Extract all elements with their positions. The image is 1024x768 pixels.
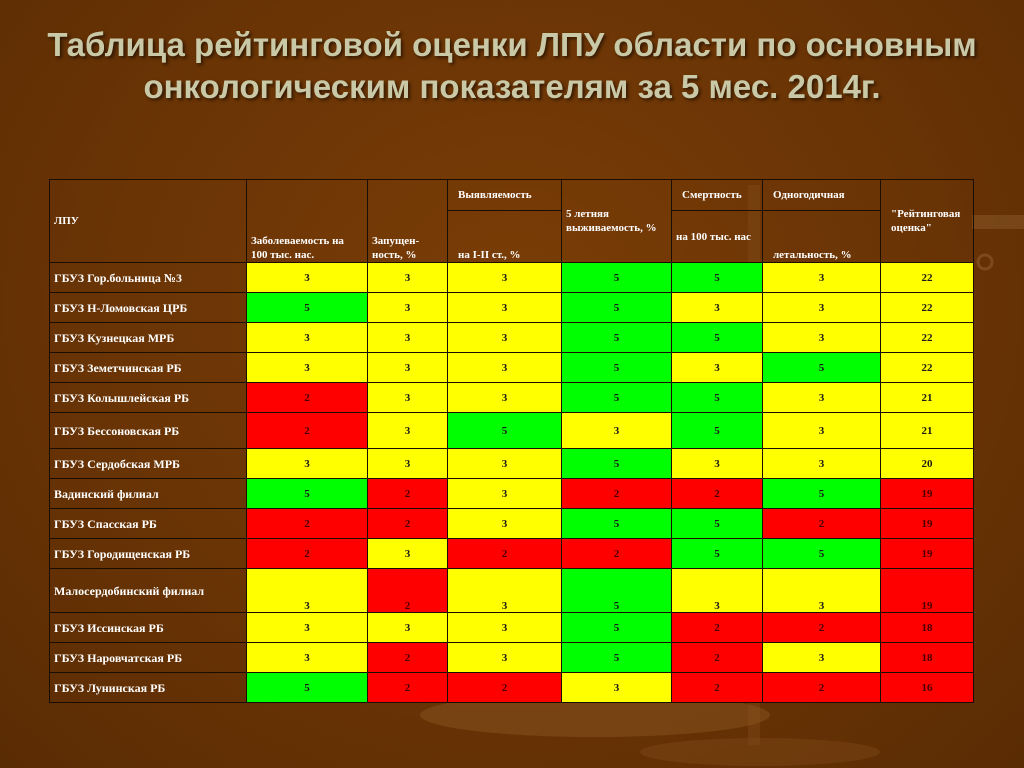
score-cell: 2 — [672, 613, 763, 643]
score-cell: 3 — [763, 323, 881, 353]
lpu-name-cell: ГБУЗ Спасская РБ — [50, 509, 247, 539]
score-cell: 3 — [247, 323, 368, 353]
score-cell: 3 — [448, 383, 562, 413]
score-cell: 5 — [562, 509, 672, 539]
table-row — [50, 323, 974, 353]
score-cell: 2 — [562, 539, 672, 569]
score-cell: 5 — [672, 413, 763, 449]
header-lethality-group: Одногодичная — [763, 180, 881, 211]
table-row — [50, 449, 974, 479]
scales-ring — [978, 255, 992, 269]
scales-base — [640, 738, 880, 766]
rating-score-cell: 21 — [881, 383, 974, 413]
score-cell: 3 — [448, 353, 562, 383]
score-cell: 5 — [247, 479, 368, 509]
score-cell: 5 — [672, 509, 763, 539]
score-cell: 3 — [448, 509, 562, 539]
score-cell: 3 — [368, 539, 448, 569]
table-row — [50, 643, 974, 673]
score-cell: 5 — [562, 323, 672, 353]
score-cell: 3 — [247, 613, 368, 643]
rating-score-cell: 22 — [881, 263, 974, 293]
header-incidence: Заболеваемость на 100 тыс. нас. — [247, 180, 368, 263]
score-cell: 3 — [247, 353, 368, 383]
lpu-name-cell: ГБУЗ Кузнецкая МРБ — [50, 323, 247, 353]
header-rating: "Рейтинговая оценка" — [881, 180, 974, 263]
score-cell: 3 — [448, 569, 562, 613]
score-cell: 3 — [448, 643, 562, 673]
score-cell: 3 — [247, 449, 368, 479]
score-cell: 3 — [763, 643, 881, 673]
rating-score-cell: 16 — [881, 673, 974, 703]
lpu-name-cell: ГБУЗ Городищенская РБ — [50, 539, 247, 569]
lpu-name-cell: ГБУЗ Н-Ломовская ЦРБ — [50, 293, 247, 323]
table-row — [50, 509, 974, 539]
lpu-name-cell: ГБУЗ Иссинская РБ — [50, 613, 247, 643]
rating-score-cell: 19 — [881, 539, 974, 569]
page-title — [0, 24, 1024, 108]
score-cell: 2 — [763, 673, 881, 703]
lpu-name-cell: Малосердобинский филиал — [50, 569, 247, 613]
rating-score-cell: 19 — [881, 479, 974, 509]
score-cell: 3 — [672, 293, 763, 323]
score-cell: 2 — [247, 539, 368, 569]
header-survival: 5 летняя выживаемость, % — [562, 180, 672, 263]
score-cell: 2 — [448, 539, 562, 569]
score-cell: 3 — [672, 569, 763, 613]
score-cell: 3 — [672, 449, 763, 479]
score-cell: 2 — [368, 569, 448, 613]
score-cell: 2 — [368, 643, 448, 673]
lpu-name-cell: ГБУЗ Лунинская РБ — [50, 673, 247, 703]
score-cell: 5 — [672, 383, 763, 413]
rating-score-cell: 22 — [881, 323, 974, 353]
score-cell: 5 — [562, 353, 672, 383]
header-detect-sub: на I-II ст., % — [448, 211, 562, 263]
lpu-name-cell: ГБУЗ Колышлейская РБ — [50, 383, 247, 413]
score-cell: 3 — [763, 293, 881, 323]
score-cell: 5 — [672, 263, 763, 293]
lpu-name-cell: ГБУЗ Земетчинская РБ — [50, 353, 247, 383]
score-cell: 2 — [368, 509, 448, 539]
score-cell: 3 — [368, 323, 448, 353]
score-cell: 5 — [448, 413, 562, 449]
table-row — [50, 479, 974, 509]
score-cell: 5 — [763, 539, 881, 569]
score-cell: 5 — [672, 539, 763, 569]
table-row — [50, 353, 974, 383]
table-row — [50, 539, 974, 569]
score-cell: 3 — [763, 569, 881, 613]
score-cell: 5 — [562, 569, 672, 613]
score-cell: 3 — [368, 353, 448, 383]
rating-score-cell: 19 — [881, 509, 974, 539]
score-cell: 5 — [763, 479, 881, 509]
score-cell: 3 — [247, 569, 368, 613]
score-cell: 3 — [763, 413, 881, 449]
title-line-2: онкологическим показателям за 5 мес. 2014г. — [143, 68, 881, 105]
score-cell: 2 — [763, 509, 881, 539]
score-cell: 5 — [562, 383, 672, 413]
score-cell: 3 — [448, 479, 562, 509]
score-cell: 5 — [562, 293, 672, 323]
rating-score-cell: 21 — [881, 413, 974, 449]
rating-table — [49, 179, 974, 703]
table-header — [50, 180, 974, 263]
score-cell: 3 — [368, 293, 448, 323]
score-cell: 2 — [247, 383, 368, 413]
score-cell: 3 — [247, 643, 368, 673]
score-cell: 2 — [672, 673, 763, 703]
score-cell: 3 — [448, 323, 562, 353]
header-mortality-group: Смертность — [672, 180, 763, 211]
score-cell: 3 — [763, 449, 881, 479]
score-cell: 2 — [672, 643, 763, 673]
score-cell: 3 — [448, 263, 562, 293]
table-row — [50, 569, 974, 613]
score-cell: 5 — [763, 353, 881, 383]
scales-arm — [972, 215, 1024, 229]
score-cell: 2 — [763, 613, 881, 643]
score-cell: 5 — [562, 613, 672, 643]
score-cell: 5 — [562, 449, 672, 479]
lpu-name-cell: ГБУЗ Гор.больница №3 — [50, 263, 247, 293]
table-row — [50, 673, 974, 703]
rating-score-cell: 22 — [881, 353, 974, 383]
score-cell: 2 — [368, 479, 448, 509]
rating-score-cell: 22 — [881, 293, 974, 323]
score-cell: 5 — [562, 643, 672, 673]
table-body — [50, 263, 974, 703]
score-cell: 3 — [562, 673, 672, 703]
score-cell: 3 — [763, 383, 881, 413]
score-cell: 2 — [368, 673, 448, 703]
table-row — [50, 413, 974, 449]
score-cell: 3 — [368, 383, 448, 413]
header-detect-group: Выявляемость — [448, 180, 562, 211]
rating-score-cell: 19 — [881, 569, 974, 613]
score-cell: 5 — [672, 323, 763, 353]
score-cell: 3 — [672, 353, 763, 383]
header-lethality-sub: летальность, % — [763, 211, 881, 263]
lpu-name-cell: Вадинский филиал — [50, 479, 247, 509]
score-cell: 2 — [247, 413, 368, 449]
score-cell: 3 — [368, 413, 448, 449]
score-cell: 3 — [368, 613, 448, 643]
score-cell: 2 — [448, 673, 562, 703]
rating-score-cell: 18 — [881, 613, 974, 643]
table-row — [50, 383, 974, 413]
score-cell: 3 — [562, 413, 672, 449]
rating-score-cell: 20 — [881, 449, 974, 479]
lpu-name-cell: ГБУЗ Бессоновская РБ — [50, 413, 247, 449]
score-cell: 3 — [247, 263, 368, 293]
score-cell: 5 — [247, 293, 368, 323]
title-line-1: Таблица рейтинговой оценки ЛПУ области по основным — [47, 26, 977, 63]
score-cell: 2 — [672, 479, 763, 509]
score-cell: 2 — [562, 479, 672, 509]
header-lpu: ЛПУ — [50, 180, 247, 263]
score-cell: 3 — [448, 449, 562, 479]
score-cell: 3 — [448, 613, 562, 643]
score-cell: 5 — [562, 263, 672, 293]
score-cell: 2 — [247, 509, 368, 539]
lpu-name-cell: ГБУЗ Сердобская МРБ — [50, 449, 247, 479]
score-cell: 3 — [368, 263, 448, 293]
score-cell: 3 — [763, 263, 881, 293]
score-cell: 3 — [368, 449, 448, 479]
lpu-name-cell: ГБУЗ Наровчатская РБ — [50, 643, 247, 673]
rating-score-cell: 18 — [881, 643, 974, 673]
header-mortality-sub: на 100 тыс. нас — [672, 211, 763, 263]
table-row — [50, 263, 974, 293]
table-row — [50, 293, 974, 323]
table-row — [50, 613, 974, 643]
score-cell: 5 — [247, 673, 368, 703]
score-cell: 3 — [448, 293, 562, 323]
header-neglect: Запущен-ность, % — [368, 180, 448, 263]
